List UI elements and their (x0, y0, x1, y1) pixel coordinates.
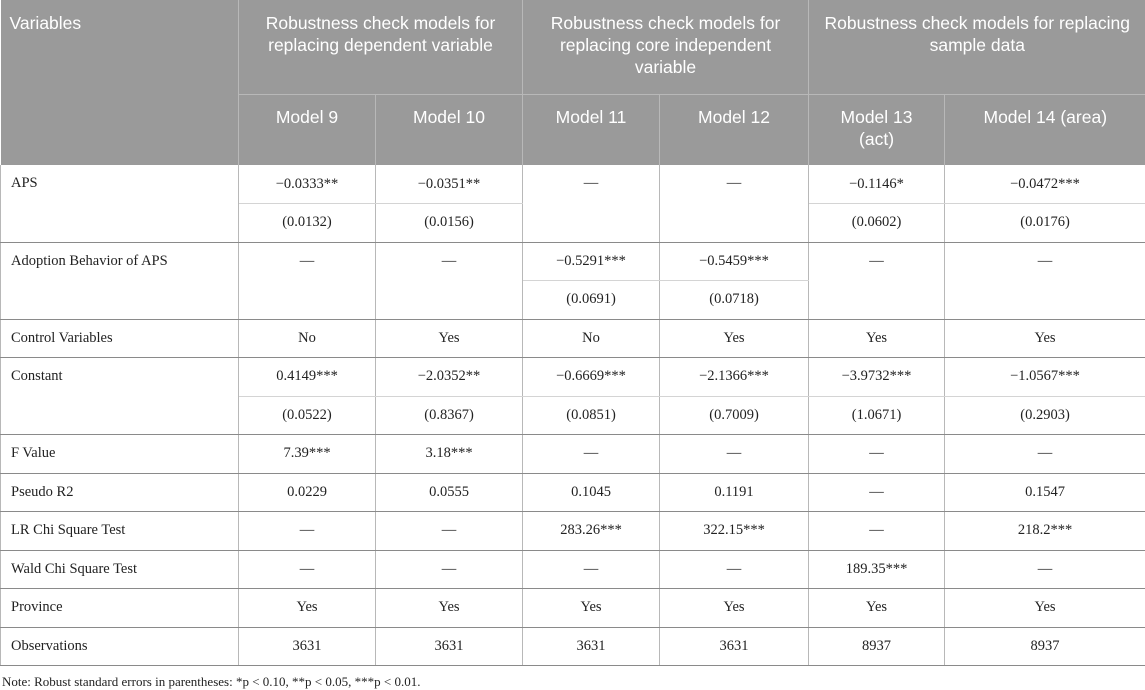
table-cell: — (945, 242, 1145, 319)
table-cell: — (809, 512, 945, 551)
table-cell: −0.0472*** (945, 165, 1145, 204)
table-cell: Yes (660, 319, 809, 358)
table-cell: Yes (376, 319, 523, 358)
table-cell: Yes (945, 589, 1145, 628)
table-row (1, 358, 1145, 397)
model-header: Model 14 (area) (945, 94, 1145, 165)
table-cell: — (239, 512, 376, 551)
table-cell: Yes (376, 589, 523, 628)
model-header: Model 10 (376, 94, 523, 165)
table-cell: −2.1366*** (660, 358, 809, 397)
table-cell: — (239, 242, 376, 319)
table-cell: 0.1191 (660, 473, 809, 512)
table-cell: — (660, 435, 809, 474)
table-cell: 7.39*** (239, 435, 376, 474)
table-cell: 3.18*** (376, 435, 523, 474)
row-label: Adoption Behavior of APS (1, 242, 239, 319)
table-cell: −3.9732*** (809, 358, 945, 397)
group-header-sample: Robustness check models for replacing sample data (809, 0, 1145, 94)
table-row (1, 319, 1145, 358)
model-header: Model 11 (523, 94, 660, 165)
table-cell: (0.0132) (239, 204, 376, 243)
table-cell: 0.0555 (376, 473, 523, 512)
table-cell: (0.0176) (945, 204, 1145, 243)
table-row (1, 550, 1145, 589)
table-cell: (0.0522) (239, 396, 376, 435)
table-row (1, 627, 1145, 666)
table-cell: — (376, 550, 523, 589)
table-row (1, 512, 1145, 551)
table-cell: Yes (809, 589, 945, 628)
table-cell: 3631 (376, 627, 523, 666)
table-cell: No (523, 319, 660, 358)
table-cell: −0.5291*** (523, 242, 660, 281)
table-cell: (0.8367) (376, 396, 523, 435)
table-cell: — (523, 435, 660, 474)
table-row (1, 473, 1145, 512)
table-cell: — (945, 550, 1145, 589)
table-cell: 0.1045 (523, 473, 660, 512)
table-cell: −1.0567*** (945, 358, 1145, 397)
model-header: Model 12 (660, 94, 809, 165)
table-cell: No (239, 319, 376, 358)
table-cell: Yes (660, 589, 809, 628)
table-cell: (0.0156) (376, 204, 523, 243)
row-label: Wald Chi Square Test (1, 550, 239, 589)
row-label: Province (1, 589, 239, 628)
table-cell: 3631 (523, 627, 660, 666)
row-label: APS (1, 165, 239, 242)
table-cell: 8937 (945, 627, 1145, 666)
table-note: Note: Robust standard errors in parentheses: *p < 0.10, **p < 0.05, ***p < 0.01. (2, 674, 421, 689)
table-row (1, 165, 1145, 204)
table-cell: — (945, 435, 1145, 474)
table-cell: (0.2903) (945, 396, 1145, 435)
row-label: F Value (1, 435, 239, 474)
table-cell: −0.5459*** (660, 242, 809, 281)
table-cell: — (809, 435, 945, 474)
row-label: Control Variables (1, 319, 239, 358)
table-cell: — (809, 242, 945, 319)
table-cell: (0.7009) (660, 396, 809, 435)
table-cell: 322.15*** (660, 512, 809, 551)
table-cell: Yes (809, 319, 945, 358)
table-row (1, 242, 1145, 281)
table-cell: 0.1547 (945, 473, 1145, 512)
row-label: Observations (1, 627, 239, 666)
table-row (1, 589, 1145, 628)
table-row (1, 435, 1145, 474)
table-cell: (0.0602) (809, 204, 945, 243)
table-cell: 3631 (239, 627, 376, 666)
table-cell: Yes (239, 589, 376, 628)
variables-header: Variables (1, 0, 239, 165)
table-cell: — (523, 550, 660, 589)
table-cell: Yes (523, 589, 660, 628)
table-cell: — (523, 165, 660, 242)
table-cell: −2.0352** (376, 358, 523, 397)
group-header-dependent: Robustness check models for replacing dependent variable (239, 0, 523, 94)
table-cell: 218.2*** (945, 512, 1145, 551)
table-cell: — (809, 473, 945, 512)
table-cell: — (376, 242, 523, 319)
table-cell: 189.35*** (809, 550, 945, 589)
row-label: Constant (1, 358, 239, 435)
table-cell: 283.26*** (523, 512, 660, 551)
table-cell: 0.0229 (239, 473, 376, 512)
table-cell: — (660, 165, 809, 242)
model-header: Model 13 (act) (809, 94, 945, 165)
table-cell: — (376, 512, 523, 551)
model-header: Model 9 (239, 94, 376, 165)
table-cell: −0.0351** (376, 165, 523, 204)
table-cell: 8937 (809, 627, 945, 666)
table-cell: Yes (945, 319, 1145, 358)
table-cell: (0.0691) (523, 281, 660, 320)
row-label: LR Chi Square Test (1, 512, 239, 551)
table-cell: 3631 (660, 627, 809, 666)
row-label: Pseudo R2 (1, 473, 239, 512)
table-cell: — (660, 550, 809, 589)
table-cell: (1.0671) (809, 396, 945, 435)
table-cell: — (239, 550, 376, 589)
table-cell: 0.4149*** (239, 358, 376, 397)
table-cell: −0.6669*** (523, 358, 660, 397)
table-cell: (0.0851) (523, 396, 660, 435)
table-cell: −0.0333** (239, 165, 376, 204)
table-cell: (0.0718) (660, 281, 809, 320)
table-cell: −0.1146* (809, 165, 945, 204)
group-header-independent: Robustness check models for replacing core independent variable (523, 0, 809, 94)
